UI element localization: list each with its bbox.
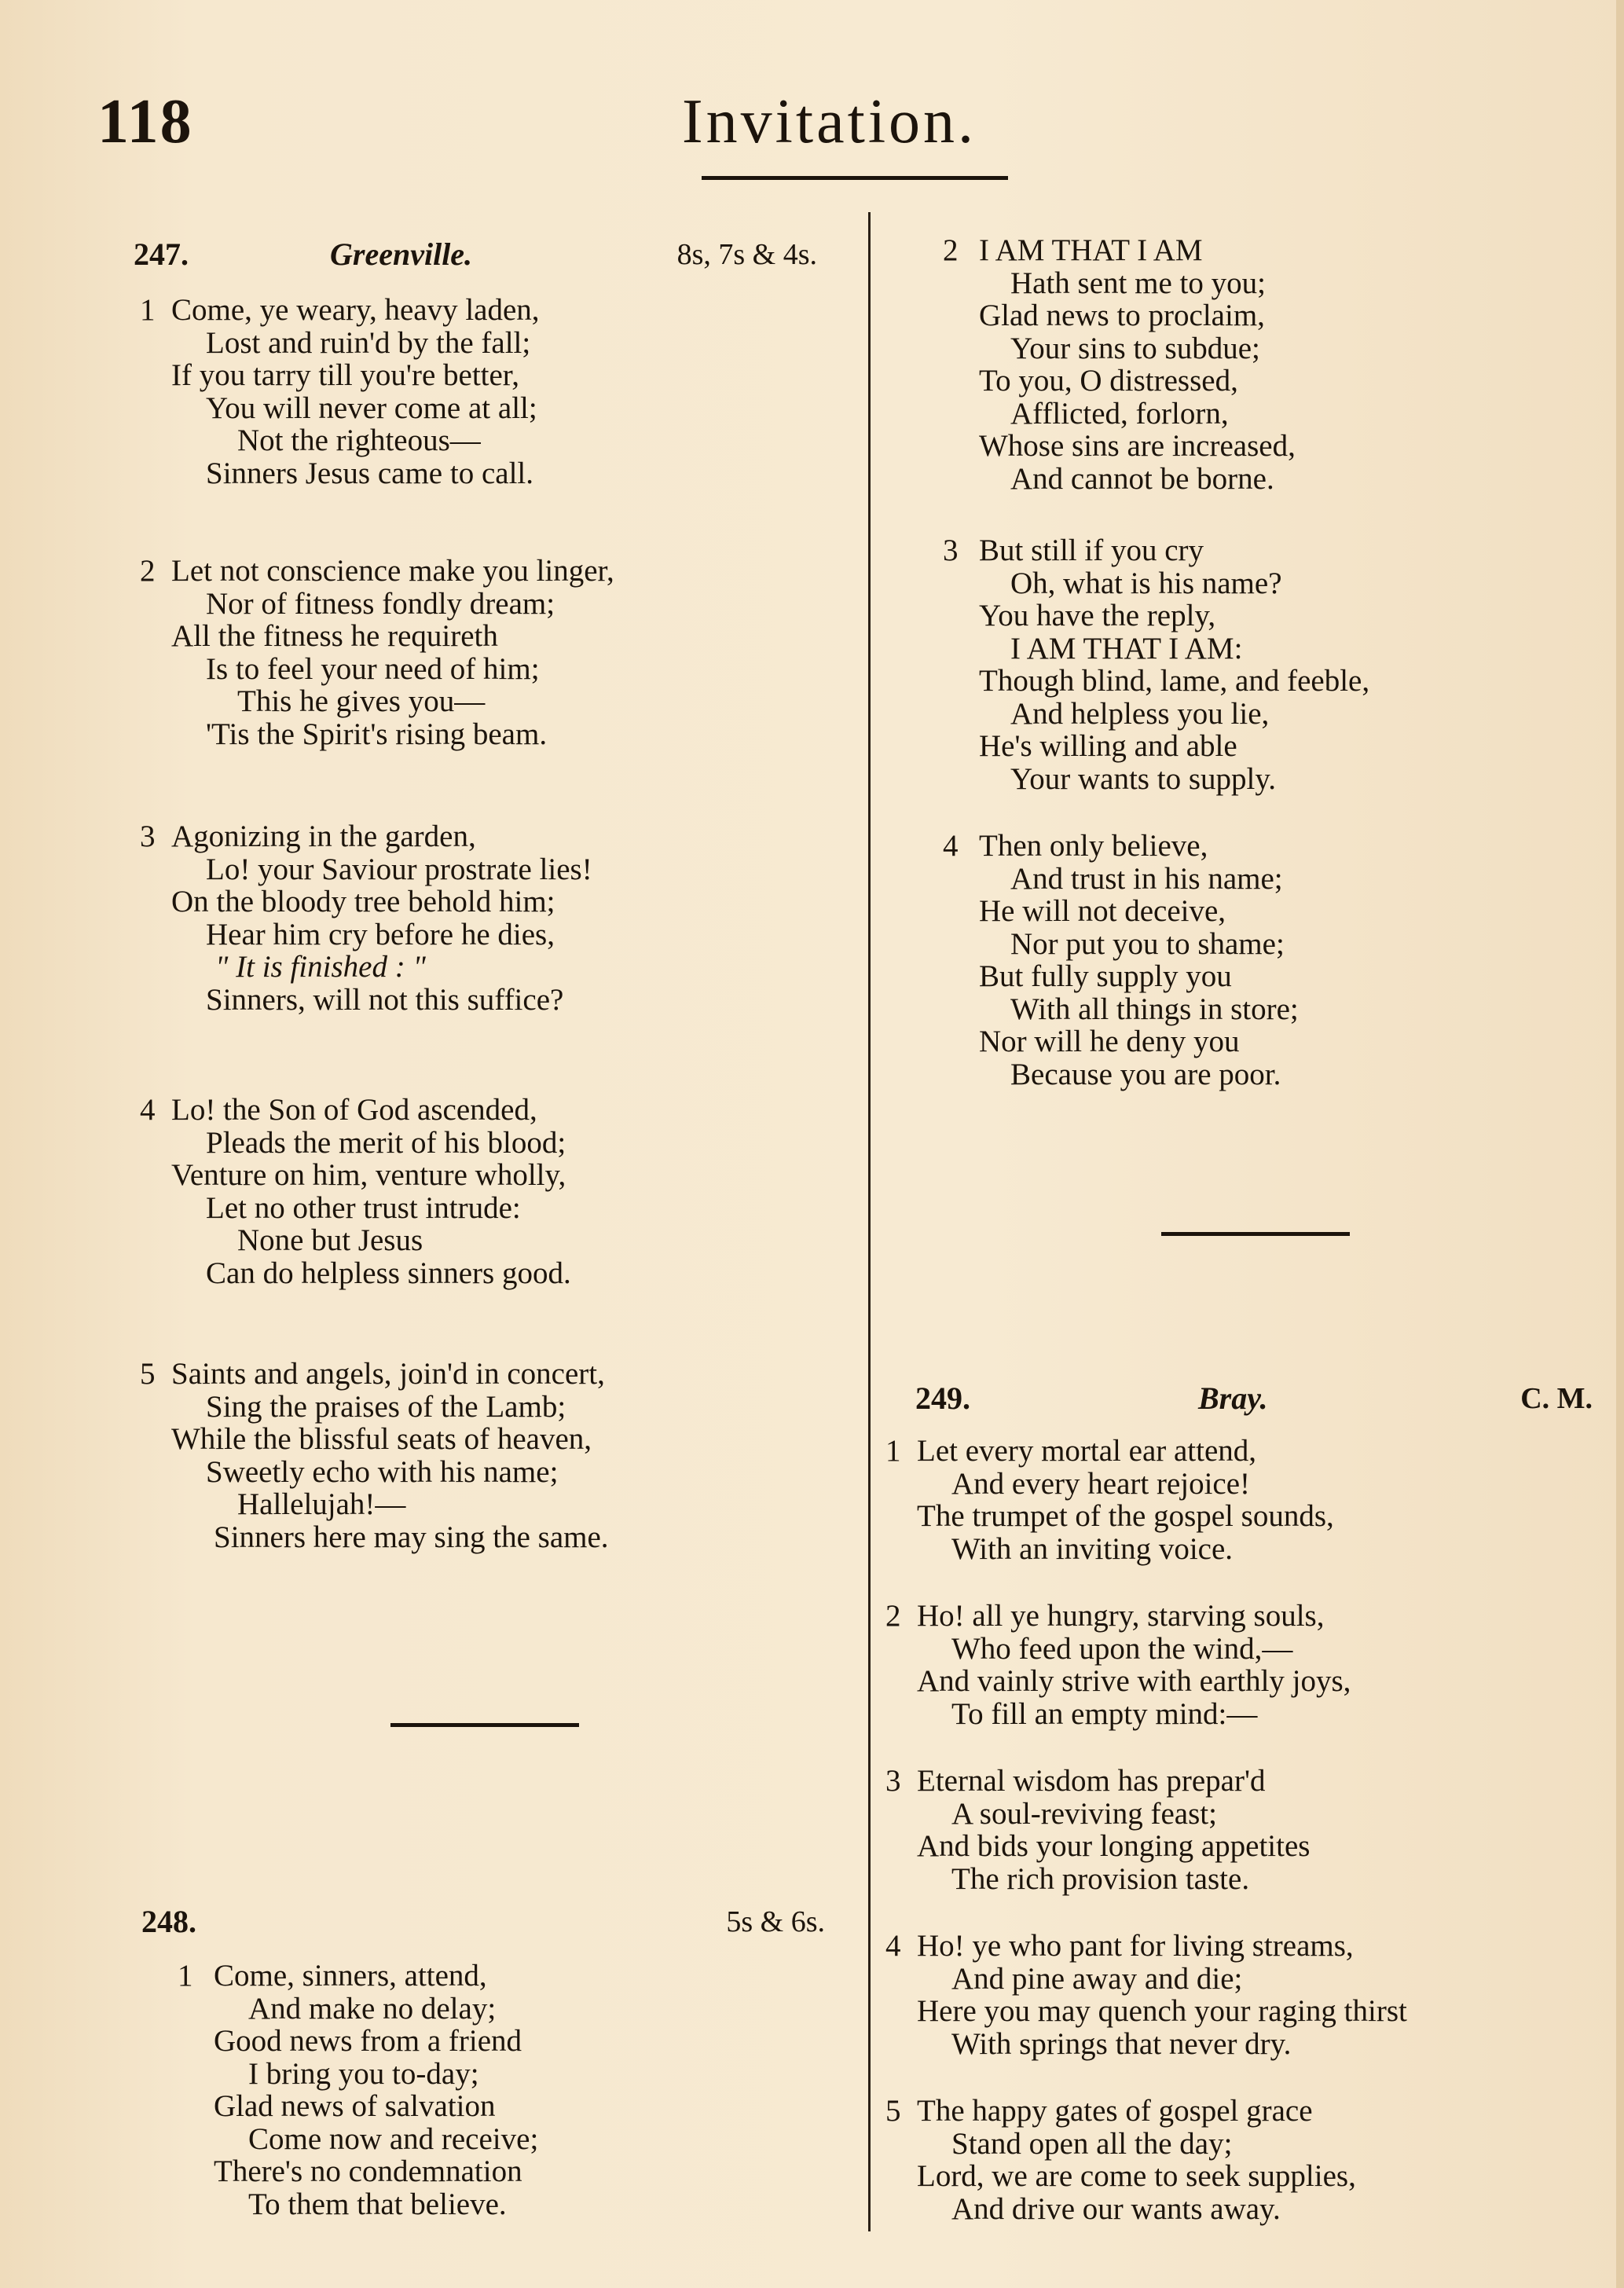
header-rule [702, 176, 1008, 180]
verse-line: I bring you to-day; [248, 2056, 479, 2091]
verse-line: On the bloody tree behold him; [171, 885, 555, 918]
verse-line: " It is finished : " [215, 950, 426, 984]
verse-line: And helpless you lie, [1010, 696, 1270, 731]
verse-line: Nor put you to shame; [1010, 926, 1285, 961]
page-edge [1616, 0, 1624, 2288]
verse-line: The happy gates of gospel grace [917, 2094, 1313, 2128]
verse-line: You will never come at all; [206, 390, 537, 425]
verse-line: 'Tis the Spirit's rising beam. [206, 717, 548, 751]
verse-line: Sinners, will not this suffice? [206, 982, 564, 1017]
stanza-number: 1 [178, 1959, 193, 1993]
verse-line: Lost and ruin'd by the fall; [206, 325, 531, 360]
verse-line: Nor will he deny you [979, 1025, 1240, 1058]
verse-line: Your wants to supply. [1010, 761, 1277, 796]
verse-line: Oh, what is his name? [1010, 566, 1282, 600]
verse-line: To them that believe. [248, 2187, 507, 2221]
verse-line: But still if you cry [979, 534, 1204, 567]
hymn-meter: C. M. [1520, 1382, 1593, 1415]
verse-line: Venture on him, venture wholly, [171, 1158, 566, 1192]
verse-line: Afflicted, forlorn, [1010, 396, 1229, 431]
verse-line: This he gives you— [237, 684, 486, 718]
verse-line: Sinners Jesus came to call. [206, 456, 533, 490]
verse-line: And drive our wants away. [951, 2191, 1281, 2226]
verse-line: But fully supply you [979, 959, 1232, 993]
verse-line: I AM THAT I AM [979, 233, 1203, 267]
verse-line: Agonizing in the garden, [171, 820, 476, 853]
hymn-tune: Bray. [1198, 1380, 1268, 1416]
section-rule [1161, 1232, 1350, 1236]
column-divider [868, 212, 871, 2231]
verse-line: And every heart rejoice! [951, 1466, 1251, 1501]
verse-line: Is to feel your need of him; [206, 651, 540, 686]
verse-line: Come, ye weary, heavy laden, [171, 293, 540, 327]
verse-line: Who feed upon the wind,— [951, 1631, 1293, 1666]
verse-line: With springs that never dry. [951, 2026, 1292, 2061]
verse-line: None but Jesus [237, 1223, 423, 1257]
verse-line: A soul-reviving feast; [951, 1796, 1217, 1831]
verse-line: Your sins to subdue; [1010, 331, 1260, 365]
stanza-number: 1 [140, 293, 156, 327]
verse-line: Glad news of salvation [214, 2089, 496, 2123]
verse-line: Though blind, lame, and feeble, [979, 664, 1370, 698]
hymn-number: 247. [134, 236, 189, 272]
verse-line: He will not deceive, [979, 894, 1226, 928]
hymn-meter: 8s, 7s & 4s. [676, 238, 817, 271]
verse-line: Hallelujah!— [237, 1487, 406, 1521]
verse-line: Ho! all ye hungry, starving souls, [917, 1599, 1325, 1633]
verse-line: Whose sins are increased, [979, 429, 1296, 463]
verse-line: Eternal wisdom has prepar'd [917, 1764, 1266, 1798]
verse-line: I AM THAT I AM: [1010, 631, 1243, 666]
verse-line: Lo! the Son of God ascended, [171, 1093, 537, 1127]
verse-line: Saints and angels, join'd in concert, [171, 1357, 605, 1391]
verse-line: All the fitness he requireth [171, 619, 498, 653]
stanza-number: 3 [885, 1764, 901, 1798]
verse-line: Let every mortal ear attend, [917, 1434, 1257, 1468]
running-head: Invitation. [682, 87, 977, 156]
verse-line: To fill an empty mind:— [951, 1696, 1258, 1731]
verse-line: Lo! your Saviour prostrate lies! [206, 852, 592, 886]
verse-line: Let no other trust intrude: [206, 1190, 521, 1225]
stanza-number: 4 [943, 829, 959, 863]
hymn-number: 248. [141, 1904, 196, 1939]
verse-line: Nor of fitness fondly dream; [206, 586, 555, 621]
stanza-number: 2 [943, 233, 959, 267]
verse-line: Hear him cry before he dies, [206, 917, 555, 952]
verse-line: Glad news to proclaim, [979, 299, 1265, 332]
stanza-number: 1 [885, 1434, 901, 1468]
verse-line: Come now and receive; [248, 2121, 539, 2156]
stanza-number: 5 [140, 1357, 156, 1391]
verse-line: There's no condemnation [214, 2154, 522, 2188]
verse-line: Because you are poor. [1010, 1057, 1281, 1091]
verse-line: Let not conscience make you linger, [171, 554, 614, 588]
verse-line: He's willing and able [979, 729, 1237, 763]
verse-line: If you tarry till you're better, [171, 358, 519, 392]
verse-line: While the blissful seats of heaven, [171, 1422, 592, 1456]
verse-line: And cannot be borne. [1010, 461, 1274, 496]
stanza-number: 2 [140, 554, 156, 588]
verse-line: Here you may quench your raging thirst [917, 1994, 1407, 2028]
verse-line: To you, O distressed, [979, 364, 1238, 398]
verse-line: Sinners here may sing the same. [214, 1520, 609, 1554]
verse-line: Stand open all the day; [951, 2126, 1233, 2161]
verse-line: Lord, we are come to seek supplies, [917, 2159, 1356, 2193]
verse-line: And vainly strive with earthly joys, [917, 1664, 1351, 1698]
verse-line: Sweetly echo with his name; [206, 1454, 559, 1489]
verse-line: Sing the praises of the Lamb; [206, 1389, 566, 1424]
verse-line: You have the reply, [979, 599, 1216, 632]
verse-line: Ho! ye who pant for living streams, [917, 1929, 1354, 1963]
hymn-meter: 5s & 6s. [726, 1905, 825, 1938]
verse-line: Pleads the merit of his blood; [206, 1125, 566, 1160]
hymn-249-header [915, 1380, 1593, 1424]
verse-line: The rich provision taste. [951, 1861, 1250, 1896]
verse-line: And bids your longing appetites [917, 1829, 1311, 1863]
page-number: 118 [97, 87, 193, 156]
hymn-247-header [134, 236, 817, 280]
verse-line: Not the righteous— [237, 424, 481, 457]
verse-line: And make no delay; [248, 1991, 497, 2026]
verse-line: And trust in his name; [1010, 861, 1283, 896]
section-rule [390, 1723, 579, 1727]
hymn-number: 249. [915, 1380, 970, 1416]
hymn-248-header [141, 1903, 825, 1947]
verse-line: Good news from a friend [214, 2024, 522, 2058]
stanza-number: 4 [140, 1093, 156, 1127]
stanza-number: 3 [943, 534, 959, 567]
verse-line: And pine away and die; [951, 1961, 1243, 1996]
verse-line: Can do helpless sinners good. [206, 1256, 571, 1290]
verse-line: With all things in store; [1010, 992, 1299, 1026]
verse-line: Then only believe, [979, 829, 1208, 863]
hymn-tune: Greenville. [330, 236, 473, 272]
verse-line: Come, sinners, attend, [214, 1959, 487, 1993]
stanza-number: 2 [885, 1599, 901, 1633]
verse-line: The trumpet of the gospel sounds, [917, 1499, 1334, 1533]
stanza-number: 5 [885, 2094, 901, 2128]
verse-line: With an inviting voice. [951, 1531, 1234, 1566]
verse-line: Hath sent me to you; [1010, 266, 1266, 300]
stanza-number: 3 [140, 820, 156, 853]
stanza-number: 4 [885, 1929, 901, 1963]
